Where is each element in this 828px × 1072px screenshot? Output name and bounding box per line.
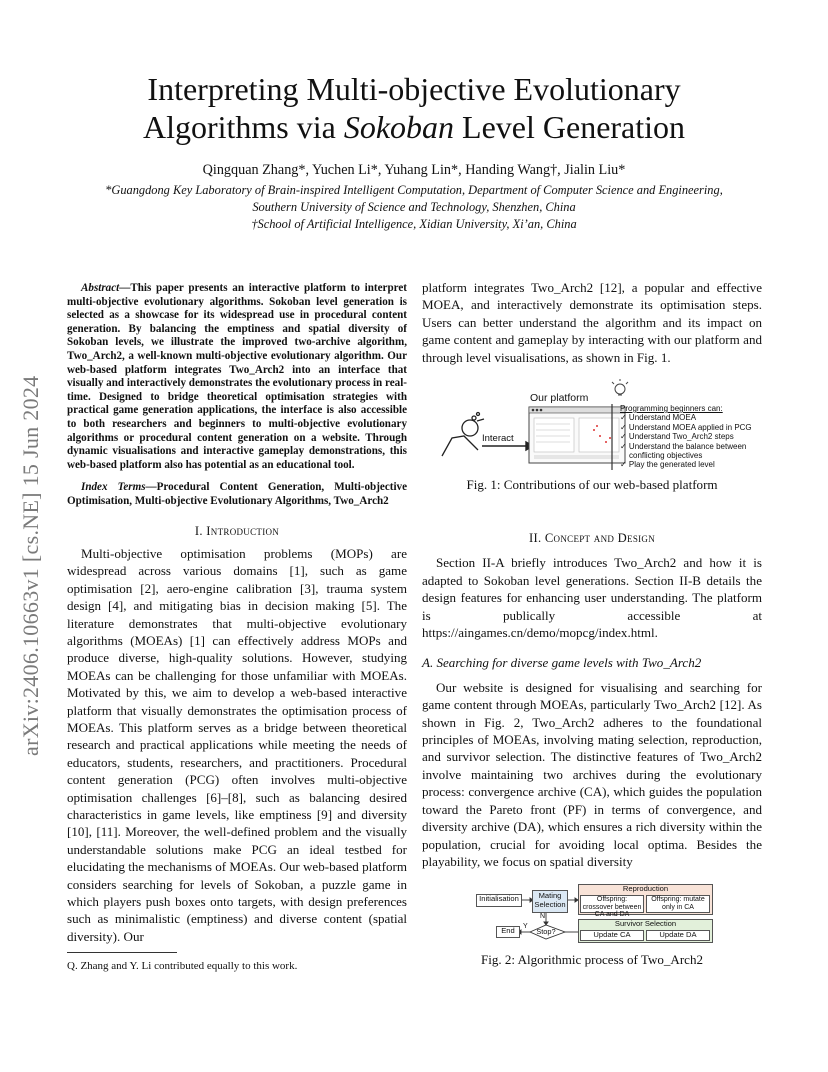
fig2-stop: Stop? [536, 927, 556, 936]
fig1-item: ✓ Understand the balance between [620, 441, 747, 451]
fig2-reproduction-label: Reproduction [622, 884, 669, 893]
subsection-a-paragraph: Our website is designed for visualising and searching for game content through MOEAs, particularly Two_Arch2 [12]. As shown in Fig. 2, Two_Arch2 adheres to the foundational principles of MOEAs, involving mating selection, reproduction, and survivor selection. The distinctive features of Two_Arch2 involve maintaining two archives during the evolutionary process: convergence archive (CA), which guides the population toward the Pareto front (PF) in terms of convergence, and diversity archive (DA), which ensures a rich diversity within the population, crucial for avoiding local optima. Besides the playability, we focus on spatial diversity [422, 679, 762, 869]
fig1-interact-label: Interact [482, 433, 514, 444]
fig2-offspring-crossover: Offspring: crossover between CA and DA [580, 895, 644, 913]
affiliation-2: Southern University of Science and Technology, Shenzhen, China [252, 200, 576, 214]
paper-title [60, 70, 768, 146]
right-column-top [422, 279, 762, 366]
arxiv-stamp: arXiv:2406.10663v1 [cs.NE] 15 Jun 2024 [18, 375, 43, 756]
index-terms: Index Terms—Procedural Content Generation, Multi-objective Optimisation, Multi-objective Evolutionary Algorithms, Two_Arch2 [67, 481, 407, 507]
left-column [67, 282, 407, 945]
person-icon [442, 413, 484, 457]
fig2-mating-selection: Mating Selection [532, 890, 568, 913]
fig2-no-label: N [540, 913, 546, 920]
fig2-initialisation: Initialisation [476, 894, 522, 907]
right-column-bottom [422, 530, 762, 870]
fig2-offspring-mutate: Offspring: mutate only in CA [646, 895, 710, 913]
fig2-end: End [496, 926, 520, 938]
section-2-paragraph: Section II-A briefly introduces Two_Arch2 and how it is adapted to Sokoban level generations. Section II-B details the design features for enhancing user understanding. The platform is publically accessible at https://aingames.cn/demo/mopcg/index.html. [422, 555, 762, 641]
author-list: Qingquan Zhang*, Yuchen Li*, Yuhang Lin*, Handing Wang†, Jialin Liu* [202, 162, 626, 178]
fig1-item: ✓ Play the generated level [620, 460, 715, 470]
fig1-beginners-list [620, 404, 765, 470]
section-1-heading: I. Introduction [194, 523, 280, 538]
footnote: Q. Zhang and Y. Li contributed equally to this work. [67, 960, 298, 972]
intro-paragraph: Multi-objective optimisation problems (MOPs) are widespread across various domains [1], such as game optimisation [2], aero-engine calibration [3], trauma system design [4], and mitigating bias in decision making [5]. The literature demonstrates that multi-objective evolutionary algorithms (MOEAs) [1] can effectively address MOPs and produce diverse, high-quality solutions. However, studying MOEAs can be challenging for those unfamiliar with MOEAs. Motivated by this, we aim to develop a web-based interactive platform that visually demonstrates the optimisation process of MOEAs. This platform serves as a bridge between theoretical research and practical applications while meeting the needs of educators, students, researchers, and practitioners. Procedural content generation (PCG) often involves multi-objective optimisation challenges [6]–[8], such as balancing desired characteristics in game levels, like emptiness [9] and diversity [10], [11]. Moreover, the well-defined problem and the visually understandable solutions make PCG an ideal testbed for elucidating the mechanisms of MOEAs. Our web-based platform considers searching for levels of Sokoban, a puzzle game in which players push boxes onto targets, with design preferences such as minimalistic (emptiness) and diverse content (spatial diversity). Our [67, 545, 407, 944]
fig1-platform-label: Our platform [530, 392, 589, 404]
footnote-rule [67, 952, 177, 953]
figure-2-caption: Fig. 2: Algorithmic process of Two_Arch2 [480, 952, 704, 967]
fig1-item: conflicting objectives [629, 451, 703, 461]
abstract: Abstract—This paper presents an interactive platform to interpret multi-objective evolutionary algorithms. Sokoban level generation is selected as a showcase for its widespread use in procedural content generation. By balancing the emptiness and spatial diversity of Sokoban levels, we illustrate the improved two-archive algorithm, Two_Arch2, a well-known multi-objective evolutionary algorithm. Our web-based platform integrates Two_Arch2 into an interface that visually and interactively demonstrates the evolutionary process in real-time. Designed to bridge theoretical optimisation strategies with practical game generation applications, the interface is also accessible to both researchers and beginners to multi-objective evolutionary algorithms or procedural content generation on a website. Through dynamic visualisations and interactive gameplay demonstrations, this web-based platform also has potential as an educational tool. [67, 282, 407, 471]
subsection-a-heading: A. Searching for diverse game levels with Two_Arch2 [422, 655, 702, 671]
title-line-2: Algorithms via Sokoban Level Generation [142, 109, 686, 145]
fig2-survivor-label: Survivor Selection [614, 919, 677, 928]
fig2-yes-label: Y [523, 923, 528, 930]
fig1-item: ✓ Understand MOEA applied in PCG [620, 422, 752, 432]
lightbulb-icon [612, 379, 628, 395]
figure-1 [434, 378, 764, 473]
affiliation-3: †School of Artificial Intelligence, Xidian University, Xi’an, China [251, 217, 577, 231]
fig1-beginners-title: Programming beginners can: [620, 404, 723, 413]
section-2-heading: II. Concept and Design [528, 531, 656, 545]
fig2-update-da: Update DA [646, 930, 710, 941]
fig1-item: ✓ Understand MOEA [620, 413, 697, 423]
affiliation-1: *Guangdong Key Laboratory of Brain-inspired Intelligent Computation, Department of Computer Science and Engineering, [105, 183, 723, 197]
fig1-item: ✓ Understand Two_Arch2 steps [620, 432, 734, 442]
right-paragraph-1: platform integrates Two_Arch2 [12], a popular and effective MOEA, and interactively demonstrate its optimisation steps. Users can better understand the algorithm and its impact on game content and gameplay by interacting with our platform and through level visualisations, as shown in Fig. 1. [422, 280, 762, 365]
figure-2 [474, 882, 714, 942]
fig2-update-ca: Update CA [580, 930, 644, 941]
figure-1-caption: Fig. 1: Contributions of our web-based platform [466, 477, 718, 492]
title-line-1: Interpreting Multi-objective Evolutionary [147, 71, 681, 107]
